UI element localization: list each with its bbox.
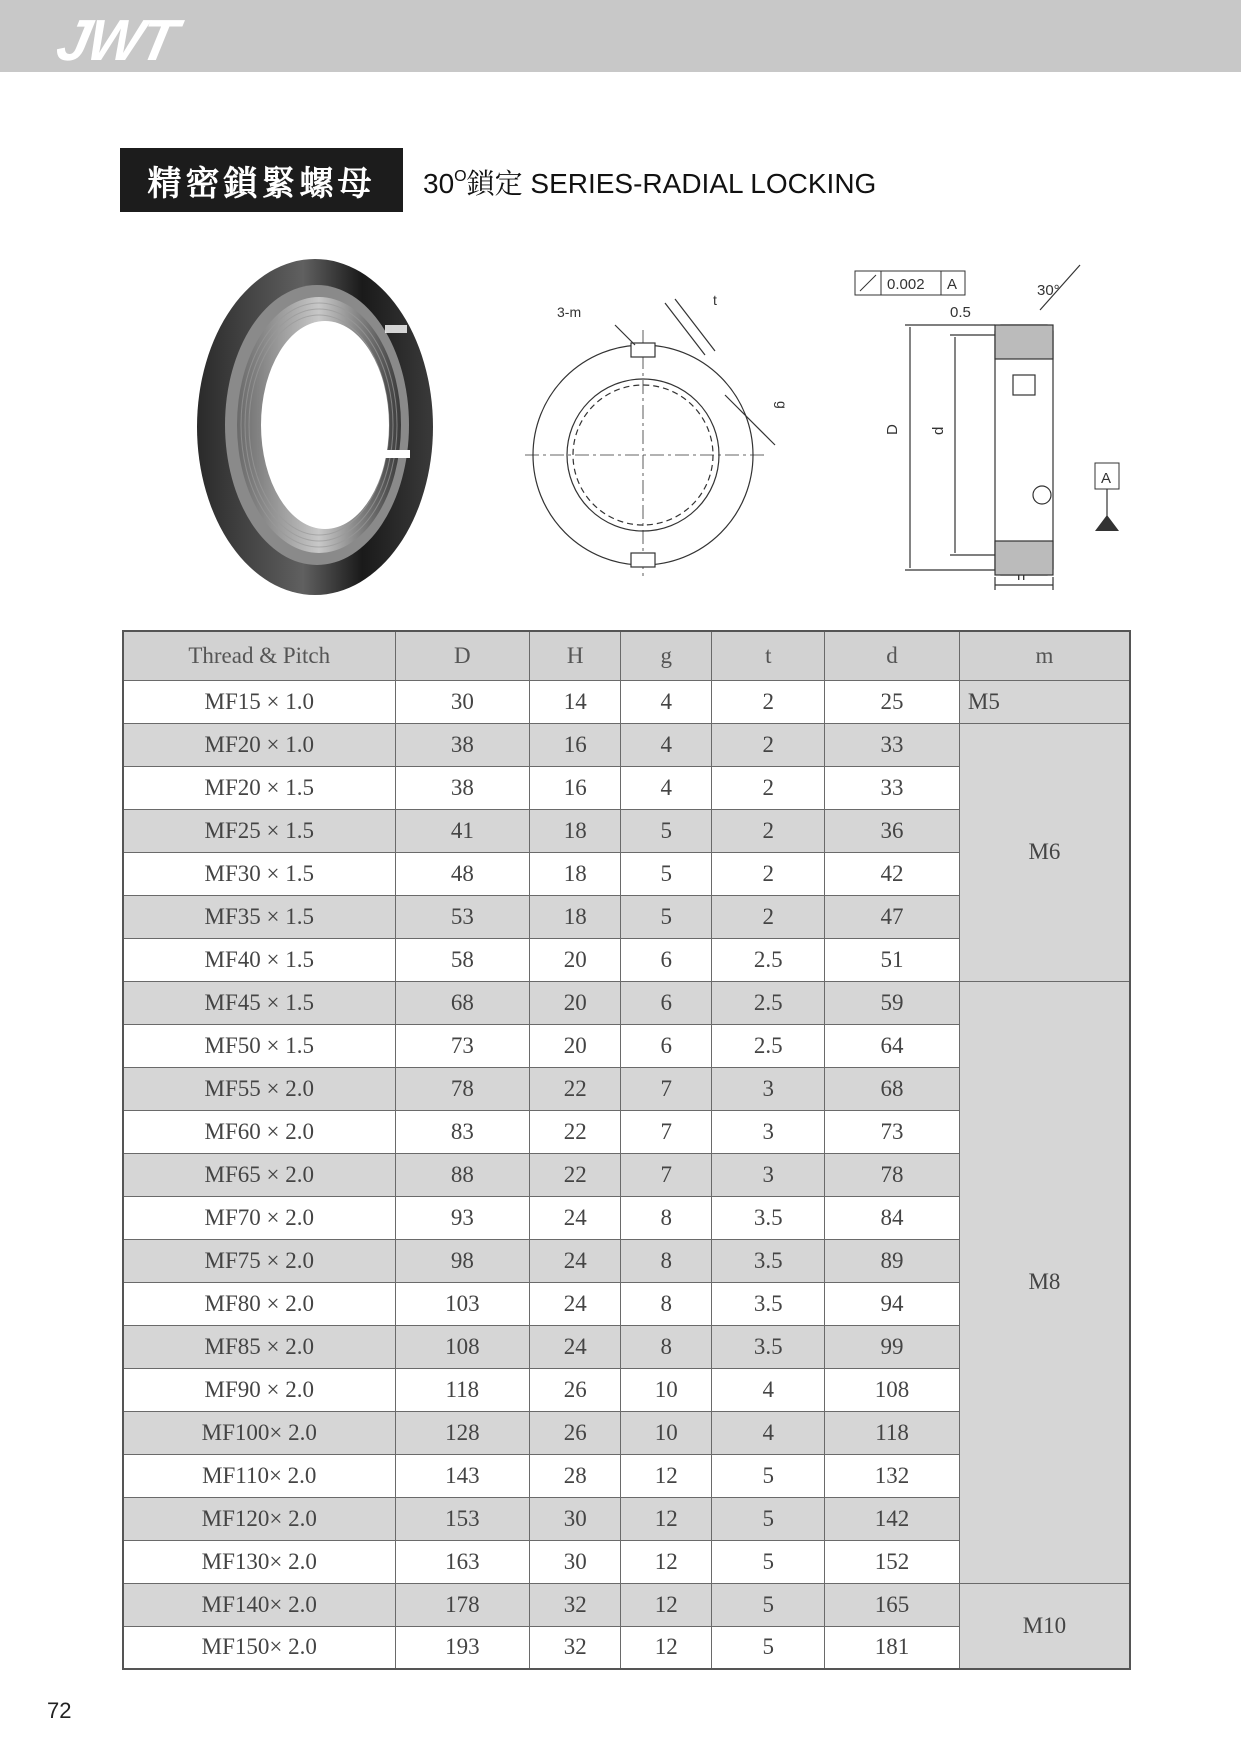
cell-D: 48 bbox=[395, 852, 530, 895]
cell-H: 32 bbox=[530, 1626, 621, 1669]
cell-d: 25 bbox=[825, 680, 960, 723]
cell-D: 193 bbox=[395, 1626, 530, 1669]
cell-H: 22 bbox=[530, 1153, 621, 1196]
cell-d: 33 bbox=[825, 723, 960, 766]
spec-table bbox=[122, 630, 1131, 1670]
cell-g: 5 bbox=[621, 852, 712, 895]
cell-g: 10 bbox=[621, 1368, 712, 1411]
front-view-drawing bbox=[515, 292, 790, 585]
cell-thread-pitch: MF60 × 2.0 bbox=[123, 1110, 395, 1153]
cell-D: 93 bbox=[395, 1196, 530, 1239]
cell-d: 108 bbox=[825, 1368, 960, 1411]
cell-H: 26 bbox=[530, 1411, 621, 1454]
cell-D: 178 bbox=[395, 1583, 530, 1626]
label-3m: 3-m bbox=[557, 304, 582, 320]
cell-H: 26 bbox=[530, 1368, 621, 1411]
cell-m-group: M10 bbox=[959, 1583, 1130, 1669]
cell-D: 153 bbox=[395, 1497, 530, 1540]
label-05: 0.5 bbox=[950, 304, 971, 321]
cell-g: 6 bbox=[621, 981, 712, 1024]
cell-d: 152 bbox=[825, 1540, 960, 1583]
cell-d: 84 bbox=[825, 1196, 960, 1239]
table-row bbox=[123, 723, 1130, 766]
label-g: g bbox=[774, 401, 790, 409]
cell-D: 108 bbox=[395, 1325, 530, 1368]
cell-H: 24 bbox=[530, 1196, 621, 1239]
header-g: g bbox=[621, 631, 712, 680]
lock-nut-photo bbox=[185, 245, 445, 605]
cell-H: 24 bbox=[530, 1325, 621, 1368]
cell-d: 118 bbox=[825, 1411, 960, 1454]
cell-H: 32 bbox=[530, 1583, 621, 1626]
cell-d: 42 bbox=[825, 852, 960, 895]
cell-d: 89 bbox=[825, 1239, 960, 1282]
cell-d: 47 bbox=[825, 895, 960, 938]
cell-thread-pitch: MF45 × 1.5 bbox=[123, 981, 395, 1024]
cell-D: 53 bbox=[395, 895, 530, 938]
cell-thread-pitch: MF90 × 2.0 bbox=[123, 1368, 395, 1411]
cell-d: 99 bbox=[825, 1325, 960, 1368]
cell-H: 30 bbox=[530, 1540, 621, 1583]
cell-g: 8 bbox=[621, 1282, 712, 1325]
cell-thread-pitch: MF150× 2.0 bbox=[123, 1626, 395, 1669]
cell-thread-pitch: MF30 × 1.5 bbox=[123, 852, 395, 895]
cell-H: 20 bbox=[530, 938, 621, 981]
cell-t: 5 bbox=[712, 1497, 825, 1540]
cell-H: 28 bbox=[530, 1454, 621, 1497]
cell-H: 30 bbox=[530, 1497, 621, 1540]
cell-t: 3 bbox=[712, 1067, 825, 1110]
cell-thread-pitch: MF75 × 2.0 bbox=[123, 1239, 395, 1282]
cell-D: 103 bbox=[395, 1282, 530, 1325]
cell-g: 4 bbox=[621, 766, 712, 809]
degree-mark: O bbox=[454, 168, 467, 185]
cell-thread-pitch: MF110× 2.0 bbox=[123, 1454, 395, 1497]
cell-t: 4 bbox=[712, 1368, 825, 1411]
cell-g: 12 bbox=[621, 1626, 712, 1669]
header-D: D bbox=[395, 631, 530, 680]
cell-D: 68 bbox=[395, 981, 530, 1024]
label-d: d bbox=[930, 426, 947, 435]
title-prefix: 30 bbox=[423, 168, 455, 199]
cell-thread-pitch: MF100× 2.0 bbox=[123, 1411, 395, 1454]
cell-g: 7 bbox=[621, 1153, 712, 1196]
cell-g: 7 bbox=[621, 1110, 712, 1153]
cell-H: 24 bbox=[530, 1282, 621, 1325]
cell-d: 64 bbox=[825, 1024, 960, 1067]
cell-H: 22 bbox=[530, 1110, 621, 1153]
cell-d: 78 bbox=[825, 1153, 960, 1196]
cell-d: 181 bbox=[825, 1626, 960, 1669]
cell-t: 4 bbox=[712, 1411, 825, 1454]
title-subtitle bbox=[423, 162, 876, 202]
cell-g: 12 bbox=[621, 1454, 712, 1497]
cell-thread-pitch: MF40 × 1.5 bbox=[123, 938, 395, 981]
cell-t: 2.5 bbox=[712, 938, 825, 981]
header-band bbox=[0, 0, 1241, 72]
cell-t: 3.5 bbox=[712, 1282, 825, 1325]
cell-d: 142 bbox=[825, 1497, 960, 1540]
cell-g: 8 bbox=[621, 1239, 712, 1282]
cell-H: 14 bbox=[530, 680, 621, 723]
header-m: m bbox=[959, 631, 1130, 680]
cell-H: 24 bbox=[530, 1239, 621, 1282]
cell-g: 12 bbox=[621, 1583, 712, 1626]
cell-H: 18 bbox=[530, 852, 621, 895]
cell-t: 2.5 bbox=[712, 981, 825, 1024]
cell-H: 18 bbox=[530, 809, 621, 852]
cell-D: 38 bbox=[395, 766, 530, 809]
cell-m-group: M6 bbox=[959, 723, 1130, 981]
header-thread-pitch: Thread & Pitch bbox=[123, 631, 395, 680]
cell-d: 73 bbox=[825, 1110, 960, 1153]
cell-D: 73 bbox=[395, 1024, 530, 1067]
cell-d: 94 bbox=[825, 1282, 960, 1325]
cell-thread-pitch: MF65 × 2.0 bbox=[123, 1153, 395, 1196]
cell-H: 18 bbox=[530, 895, 621, 938]
cell-D: 58 bbox=[395, 938, 530, 981]
header-H: H bbox=[530, 631, 621, 680]
cell-g: 8 bbox=[621, 1196, 712, 1239]
cell-D: 128 bbox=[395, 1411, 530, 1454]
cell-thread-pitch: MF70 × 2.0 bbox=[123, 1196, 395, 1239]
cell-D: 163 bbox=[395, 1540, 530, 1583]
table-body bbox=[123, 680, 1130, 1669]
cell-t: 2 bbox=[712, 895, 825, 938]
cell-D: 88 bbox=[395, 1153, 530, 1196]
cell-t: 2.5 bbox=[712, 1024, 825, 1067]
cell-d: 51 bbox=[825, 938, 960, 981]
cell-t: 3.5 bbox=[712, 1325, 825, 1368]
cell-d: 36 bbox=[825, 809, 960, 852]
table-row bbox=[123, 981, 1130, 1024]
label-t: t bbox=[713, 292, 717, 308]
cell-thread-pitch: MF85 × 2.0 bbox=[123, 1325, 395, 1368]
cell-thread-pitch: MF140× 2.0 bbox=[123, 1583, 395, 1626]
cell-H: 16 bbox=[530, 723, 621, 766]
cell-t: 2 bbox=[712, 809, 825, 852]
cell-t: 3.5 bbox=[712, 1196, 825, 1239]
cell-g: 4 bbox=[621, 680, 712, 723]
label-D: D bbox=[884, 424, 901, 435]
cell-g: 5 bbox=[621, 895, 712, 938]
brand-logo: JWT bbox=[51, 8, 182, 73]
cell-d: 33 bbox=[825, 766, 960, 809]
cell-thread-pitch: MF80 × 2.0 bbox=[123, 1282, 395, 1325]
cell-g: 6 bbox=[621, 938, 712, 981]
cell-m-group: M8 bbox=[959, 981, 1130, 1583]
cell-g: 12 bbox=[621, 1540, 712, 1583]
table-row bbox=[123, 680, 1130, 723]
cell-D: 78 bbox=[395, 1067, 530, 1110]
cell-thread-pitch: MF55 × 2.0 bbox=[123, 1067, 395, 1110]
cell-t: 2 bbox=[712, 723, 825, 766]
cell-H: 20 bbox=[530, 981, 621, 1024]
cell-H: 16 bbox=[530, 766, 621, 809]
cell-t: 3 bbox=[712, 1110, 825, 1153]
label-30: 30° bbox=[1037, 282, 1060, 299]
cell-d: 132 bbox=[825, 1454, 960, 1497]
cell-g: 7 bbox=[621, 1067, 712, 1110]
cell-t: 5 bbox=[712, 1583, 825, 1626]
cell-thread-pitch: MF35 × 1.5 bbox=[123, 895, 395, 938]
cell-D: 38 bbox=[395, 723, 530, 766]
section-view-drawing bbox=[855, 265, 1135, 595]
cell-D: 98 bbox=[395, 1239, 530, 1282]
cell-t: 3.5 bbox=[712, 1239, 825, 1282]
table-row bbox=[123, 1583, 1130, 1626]
cell-t: 2 bbox=[712, 766, 825, 809]
cell-thread-pitch: MF20 × 1.0 bbox=[123, 723, 395, 766]
title-label-zh: 精密鎖緊螺母 bbox=[120, 148, 403, 212]
cell-thread-pitch: MF15 × 1.0 bbox=[123, 680, 395, 723]
header-d: d bbox=[825, 631, 960, 680]
cell-d: 59 bbox=[825, 981, 960, 1024]
cell-D: 83 bbox=[395, 1110, 530, 1153]
cell-thread-pitch: MF50 × 1.5 bbox=[123, 1024, 395, 1067]
tolerance-value: 0.002 bbox=[887, 276, 925, 293]
cell-thread-pitch: MF120× 2.0 bbox=[123, 1497, 395, 1540]
cell-D: 41 bbox=[395, 809, 530, 852]
cell-D: 143 bbox=[395, 1454, 530, 1497]
cell-t: 2 bbox=[712, 852, 825, 895]
page-number: 72 bbox=[47, 1698, 72, 1723]
cell-g: 4 bbox=[621, 723, 712, 766]
cell-t: 5 bbox=[712, 1626, 825, 1669]
title-rest: 鎖定 SERIES-RADIAL LOCKING bbox=[466, 168, 877, 199]
figure-area bbox=[0, 240, 1241, 610]
cell-t: 2 bbox=[712, 680, 825, 723]
cell-H: 20 bbox=[530, 1024, 621, 1067]
cell-g: 8 bbox=[621, 1325, 712, 1368]
table-header-row bbox=[123, 631, 1130, 680]
cell-D: 118 bbox=[395, 1368, 530, 1411]
cell-g: 5 bbox=[621, 809, 712, 852]
cell-d: 165 bbox=[825, 1583, 960, 1626]
cell-H: 22 bbox=[530, 1067, 621, 1110]
header-t: t bbox=[712, 631, 825, 680]
cell-t: 5 bbox=[712, 1454, 825, 1497]
cell-g: 12 bbox=[621, 1497, 712, 1540]
cell-t: 5 bbox=[712, 1540, 825, 1583]
cell-g: 10 bbox=[621, 1411, 712, 1454]
cell-g: 6 bbox=[621, 1024, 712, 1067]
cell-thread-pitch: MF130× 2.0 bbox=[123, 1540, 395, 1583]
cell-thread-pitch: MF20 × 1.5 bbox=[123, 766, 395, 809]
datum-a-box: A bbox=[1101, 470, 1112, 487]
cell-D: 30 bbox=[395, 680, 530, 723]
cell-thread-pitch: MF25 × 1.5 bbox=[123, 809, 395, 852]
cell-d: 68 bbox=[825, 1067, 960, 1110]
cell-t: 3 bbox=[712, 1153, 825, 1196]
datum-ref: A bbox=[947, 276, 958, 293]
cell-m-group: M5 bbox=[959, 680, 1130, 723]
